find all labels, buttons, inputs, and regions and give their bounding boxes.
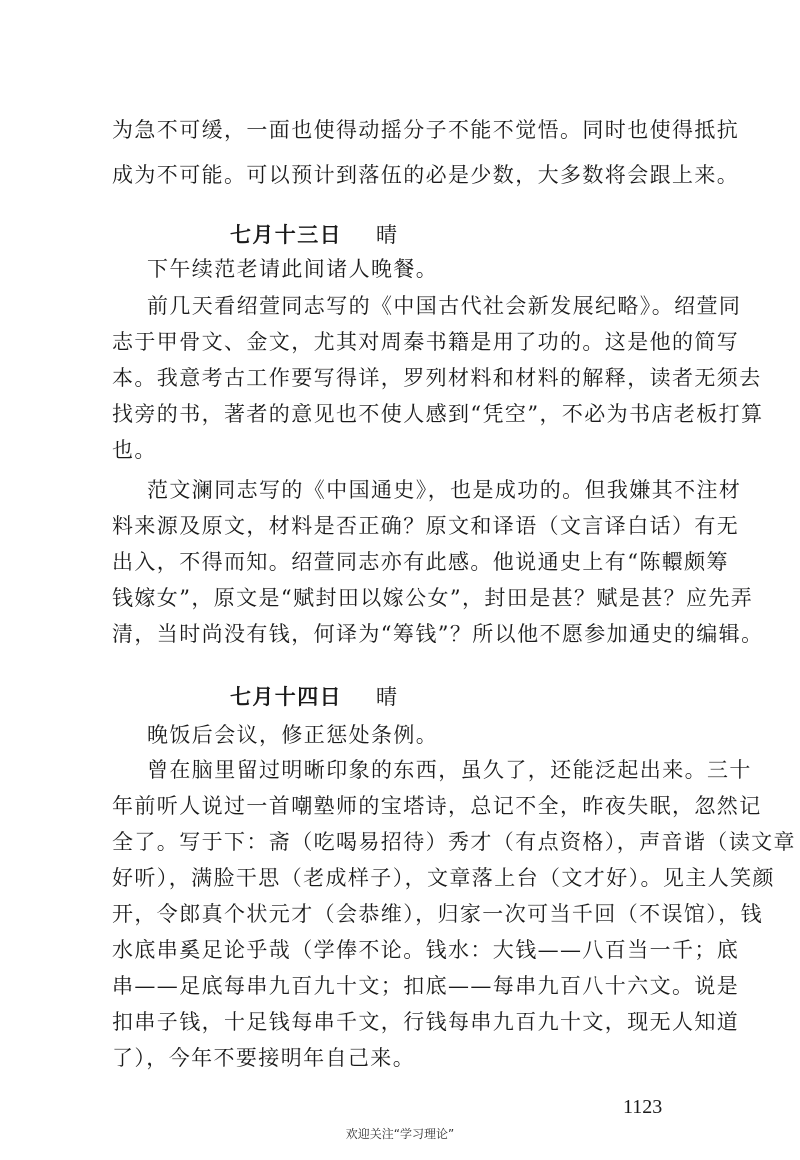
diary-entry-heading xyxy=(230,683,398,711)
text-line: 水底串奚足论乎哉（学俸不论。钱水：大钱——八百当一千；底 xyxy=(112,938,740,962)
entry-date: 七月十四日 xyxy=(230,684,342,709)
text-line: 为急不可缓，一面也使得动摇分子不能不觉悟。同时也使得抵抗 xyxy=(112,118,740,142)
text-line: 料来源及原文，材料是否正确？原文和译语（文言译白话）有无 xyxy=(112,514,740,538)
text-line: 开，令郎真个状元才（会恭维），归家一次可当千回（不误馆），钱 xyxy=(112,902,763,926)
text-line: 晚饭后会议，修正惩处条例。 xyxy=(147,723,439,747)
entry-date: 七月十三日 xyxy=(230,222,342,247)
text-line: 扣串子钱，十足钱每串千文，行钱每串九百九十文，现无人知道 xyxy=(112,1010,740,1034)
text-line: 好听），满脸干思（老成样子），文章落上台（文才好）。见主人笑颜 xyxy=(112,866,775,890)
entry-weather: 晴 xyxy=(376,223,399,247)
text-line: 出入，不得而知。绍萱同志亦有此感。他说通史上有“陈轘颇筹 xyxy=(112,550,729,574)
text-line: 串——足底每串九百九十文；扣底——每串九百八十六文。说是 xyxy=(112,974,740,998)
footer-note: 欢迎关注“学习理论” xyxy=(345,1127,455,1141)
entry-weather: 晴 xyxy=(376,685,399,709)
text-line: 下午续范老请此间诸人晚餐。 xyxy=(147,257,439,281)
text-line: 曾在脑里留过明晰印象的东西，虽久了，还能泛起出来。三十 xyxy=(147,758,752,782)
text-line: 了），今年不要接明年自己来。 xyxy=(112,1046,416,1070)
text-line: 也。 xyxy=(112,438,157,462)
text-line: 前几天看绍萱同志写的《中国古代社会新发展纪略》。绍萱同 xyxy=(147,294,742,318)
text-line: 找旁的书，著者的意见也不使人感到“凭空”，不必为书店老板打算 xyxy=(112,402,764,426)
text-line: 钱嫁女”，原文是“赋封田以嫁公女”，封田是甚？赋是甚？应先弄 xyxy=(112,586,754,610)
text-line: 本。我意考古工作要写得详，罗列材料和材料的解释，读者无须去 xyxy=(112,366,762,390)
text-line: 全了。写于下：斋（吃喝易招待）秀才（有点资格），声音谐（读文章 xyxy=(112,830,796,854)
diary-entry-heading xyxy=(230,221,398,249)
text-line: 清，当时尚没有钱，何译为“筹钱”？所以他不愿参加通史的编辑。 xyxy=(112,622,764,646)
text-line: 志于甲骨文、金文，尤其对周秦书籍是用了功的。这是他的简写 xyxy=(112,330,740,354)
text-line: 范文澜同志写的《中国通史》，也是成功的。但我嫌其不注材 xyxy=(147,478,742,502)
text-line: 成为不可能。可以预计到落伍的必是少数，大多数将会跟上来。 xyxy=(112,163,740,187)
text-line: 年前听人说过一首嘲塾师的宝塔诗，总记不全，昨夜失眠，忽然记 xyxy=(112,794,762,818)
page-number: 1123 xyxy=(623,1096,663,1118)
